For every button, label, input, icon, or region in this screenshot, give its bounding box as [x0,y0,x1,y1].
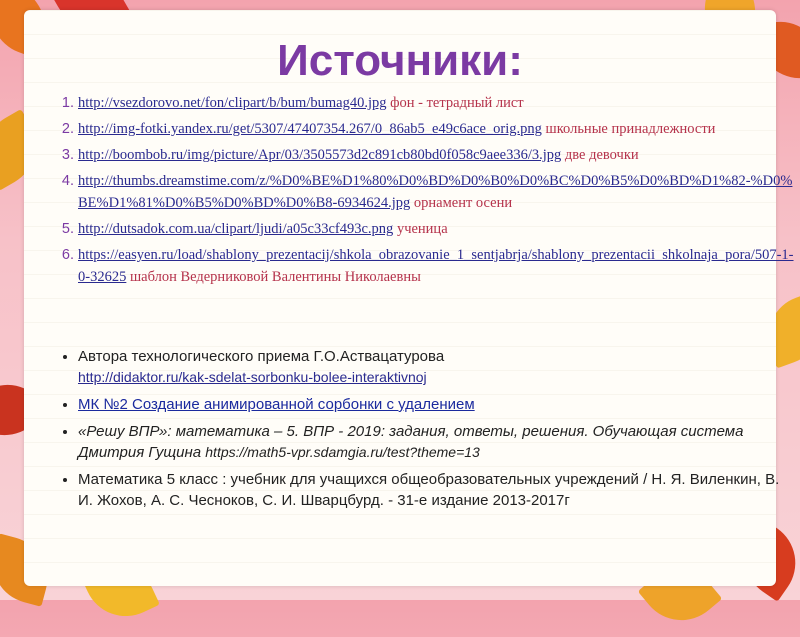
source-link[interactable]: http://img-fotki.yandex.ru/get/5307/47407354.267/0_86ab5_e49c6ace_orig.png [78,121,542,137]
source-note: школьные принадлежности [541,121,716,137]
list-item [78,421,792,463]
mk-link[interactable]: МК №2 Создание анимированной сорбонки с удалением [78,396,475,413]
list-item [78,469,792,511]
extra-list [46,346,792,517]
source-link[interactable]: https://easyen.ru/load/shablony_prezentacij/shkola_obrazovanie_1_sentjabrja/shablony_prezentacii_shkolnaja_pora/507-1-0-32625 [78,247,794,285]
textbook-text: Математика 5 класс : учебник для учащихся общеобразовательных учреждений / Н. Я. Виленкин, В. И. Жохов, А. С. Чесноков, С. И. Шварцбурд. - 31-е издание 2013-2017г [78,471,780,509]
source-link[interactable]: http://dutsadok.com.ua/clipart/ljudi/a05c33cf493c.png [78,221,394,237]
list-item [78,218,798,240]
list-item [78,92,798,114]
list-item [78,346,792,388]
source-link[interactable]: http://boombob.ru/img/picture/Apr/03/3505573d2c891cb80bd0f058c9aee336/3.jpg [78,147,562,163]
list-item [78,170,798,214]
author-text: Автора технологического приема Г.О.Аствацатурова [78,348,445,365]
reshu-link[interactable]: https://math5-vpr.sdamgia.ru/test?theme=13 [205,444,480,460]
list-item [78,118,798,140]
sources-list [44,92,798,292]
reshu-text: «Решу ВПР»: математика – 5. ВПР - 2019: задания, ответы, решения. Обучающая система Дмитрия Гущина [78,423,744,461]
source-link[interactable]: http://thumbs.dreamstime.com/z/%D0%BE%D1%80%D0%BD%D0%B0%D0%BC%D0%B5%D0%BD%D1%82-%D0%BE%D1%81%D0%B5%D0%BD%D0%B8-6934624.jpg [78,173,793,211]
source-note: орнамент осени [410,195,513,211]
source-note: фон - тетрадный лист [386,95,524,111]
source-link[interactable]: http://vsezdorovo.net/fon/clipart/b/bum/bumag40.jpg [78,95,387,111]
author-link[interactable]: http://didaktor.ru/kak-sdelat-sorbonku-bolee-interaktivnoj [78,369,427,385]
source-note: ученица [393,221,448,237]
source-note: две девочки [561,147,639,163]
page-title: Источники: [277,36,523,85]
list-item [78,144,798,166]
source-note: шаблон Ведерниковой Валентины Николаевны [126,269,421,285]
list-item [78,244,798,288]
list-item [78,394,792,415]
